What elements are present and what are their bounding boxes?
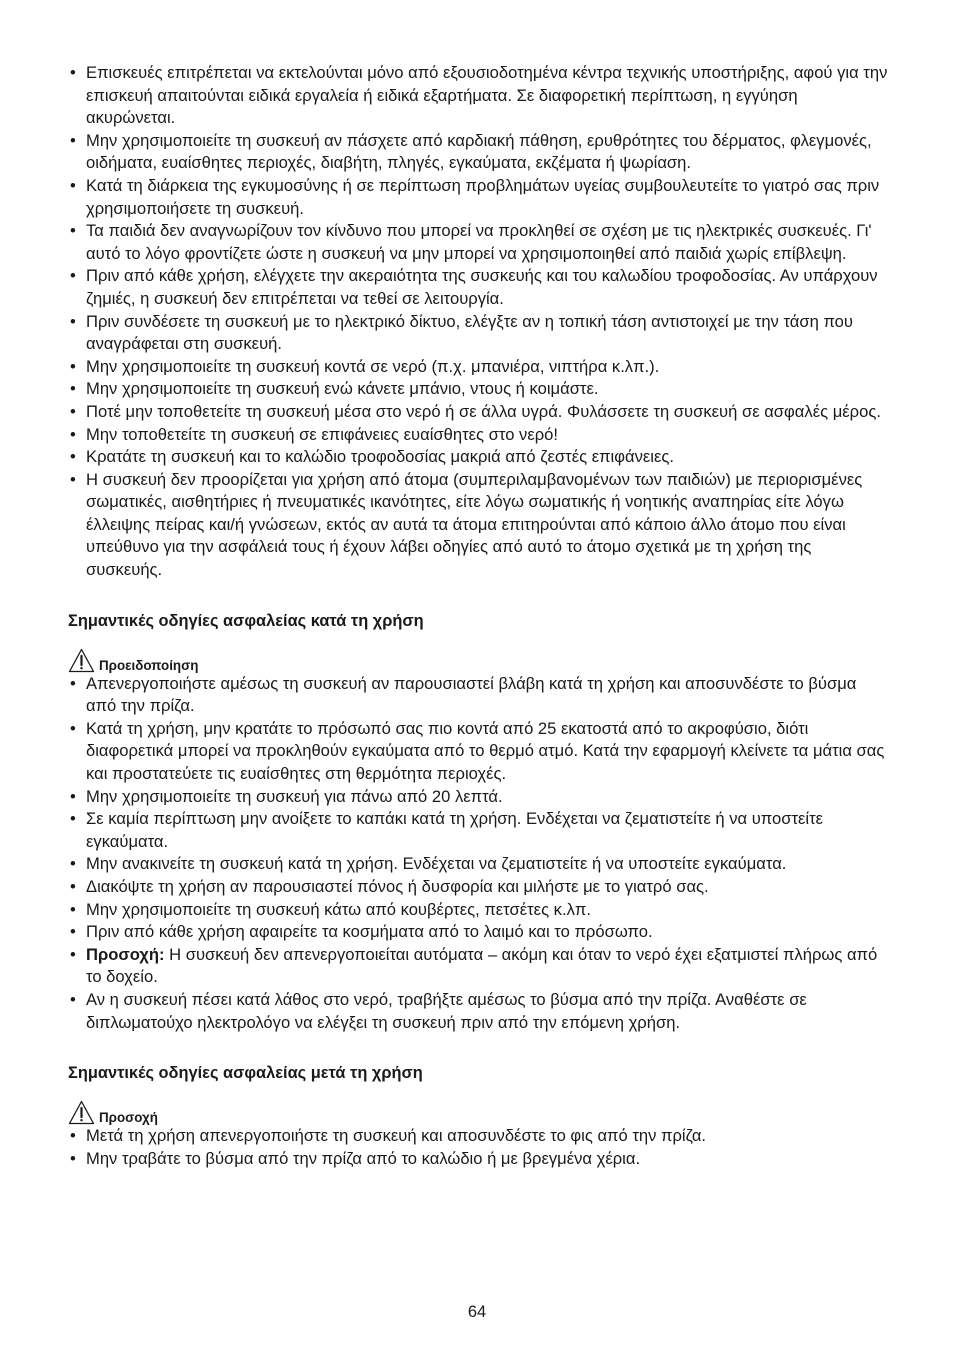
list-item: • Σε καμία περίπτωση μην ανοίξετε το καπάκι κατά τη χρήση. Ενδέχεται να ζεματιστείτε ή να υποστείτε εγκαύματα. xyxy=(68,808,888,853)
list-item: • Επισκευές επιτρέπεται να εκτελούνται μόνο από εξουσιοδοτημένα κέντρα τεχνικής υποστήριξης, αφού για την επισκευή απαιτούνται ειδικά εργαλεία ή ειδικά εξαρτήματα. Σε διαφορετική περίπτωση, η εγγύηση ακυρώνεται. xyxy=(68,62,888,130)
list-item: • Η συσκευή δεν προορίζεται για χρήση από άτομα (συμπεριλαμβανομένων των παιδιών) με περιορισμένες σωματικές, αισθητήριες ή πνευματικές ικανότητες, είτε λόγω σωματικής ή νοητικής αναπηρίας είτε λόγω έλλειψης πείρας και/ή γνώσεων, εκτός αν αυτά τα άτομα επιτηρούνται από κάποιο άλλο άτομο που είναι υπεύθυνο για την ασφάλειά τους ή έχουν λάβει οδηγίες από αυτό το άτομο σχετικά με τη χρήση της συσκευής. xyxy=(68,469,888,582)
after-use-list xyxy=(68,1125,888,1170)
list-item: • Μην χρησιμοποιείτε τη συσκευή κοντά σε νερό (π.χ. μπανιέρα, νιπτήρα κ.λπ.). xyxy=(68,356,888,379)
list-item: • Απενεργοποιήστε αμέσως τη συσκευή αν παρουσιαστεί βλάβη κατά τη χρήση και αποσυνδέστε το βύσμα από την πρίζα. xyxy=(68,673,888,718)
warning-heading xyxy=(68,646,888,673)
warning-label: Προειδοποίηση xyxy=(99,657,199,673)
section-title-after-use: Σημαντικές οδηγίες ασφαλείας μετά τη χρήση xyxy=(68,1064,423,1083)
list-item: • Μην τραβάτε το βύσμα από την πρίζα από το καλώδιο ή με βρεγμένα χέρια. xyxy=(68,1148,888,1171)
caution-label: Προσοχή xyxy=(99,1110,158,1126)
list-item: • Μην ανακινείτε τη συσκευή κατά τη χρήση. Ενδέχεται να ζεματιστείτε ή να υποστείτε εγκαύματα. xyxy=(68,853,888,876)
list-item: • Μην χρησιμοποιείτε τη συσκευή κάτω από κουβέρτες, πετσέτες κ.λπ. xyxy=(68,899,888,922)
caution-text: Η συσκευή δεν απενεργοποιείται αυτόματα – ακόμη και όταν το νερό έχει εξατμιστεί πλήρως από το δοχείο. xyxy=(86,944,878,987)
list-item: • Πριν από κάθε χρήση, ελέγχετε την ακεραιότητα της συσκευής και του καλωδίου τροφοδοσίας. Αν υπάρχουν ζημιές, η συσκευή δεν επιτρέπεται να τεθεί σε λειτουργία. xyxy=(68,265,888,310)
list-item: • Κατά τη χρήση, μην κρατάτε το πρόσωπό σας πιο κοντά από 25 εκατοστά από το ακροφύσιο, διότι διαφορετικά μπορεί να προκληθούν εγκαύματα από το θερμό ατμό. Κατά την εφαρμογή κλείνετε τα μάτια σας και προστατεύετε τις ευαίσθητες στη θερμότητα περιοχές. xyxy=(68,718,888,786)
list-item: • Αν η συσκευή πέσει κατά λάθος στο νερό, τραβήξτε αμέσως το βύσμα από την πρίζα. Αναθέστε σε διπλωματούχο ηλεκτρολόγο να ελέγξει τη συσκευή πριν από την επόμενη χρήση. xyxy=(68,989,888,1034)
list-item: • Πριν συνδέσετε τη συσκευή με το ηλεκτρικό δίκτυο, ελέγξτε αν η τοπική τάση αντιστοιχεί με την τάση που αναγράφεται στη συσκευή. xyxy=(68,311,888,356)
list-item: • Ποτέ μην τοποθετείτε τη συσκευή μέσα στο νερό ή σε άλλα υγρά. Φυλάσσετε τη συσκευή σε ασφαλές μέρος. xyxy=(68,401,888,424)
caution-prefix: Προσοχή: xyxy=(86,944,165,964)
list-item: • Πριν από κάθε χρήση αφαιρείτε τα κοσμήματα από το λαιμό και το πρόσωπο. xyxy=(68,921,888,944)
list-item: • Τα παιδιά δεν αναγνωρίζουν τον κίνδυνο που μπορεί να προκληθεί σε σχέση με τις ηλεκτρικές συσκευές. Γι' αυτό το λόγο φροντίζετε ώστε η συσκευή να μην μπορεί να χρησιμοποιηθεί από παιδιά χωρίς επίβλεψη. xyxy=(68,220,888,265)
list-item: • Μην χρησιμοποιείτε τη συσκευή αν πάσχετε από καρδιακή πάθηση, ερυθρότητες του δέρματος, φλεγμονές, οιδήματα, ευαίσθητες περιοχές, διαβήτη, πληγές, εγκαύματα, εκζέματα ή ψωρίαση. xyxy=(68,130,888,175)
section-title-during-use: Σημαντικές οδηγίες ασφαλείας κατά τη χρήση xyxy=(68,611,424,630)
intro-list xyxy=(68,62,888,582)
page-number: 64 xyxy=(467,1303,487,1321)
list-item: • Μετά τη χρήση απενεργοποιήστε τη συσκευή και αποσυνδέστε το φις από την πρίζα. xyxy=(68,1125,888,1148)
list-item: • Μην τοποθετείτε τη συσκευή σε επιφάνειες ευαίσθητες στο νερό! xyxy=(68,424,888,447)
list-item: • Κρατάτε τη συσκευή και το καλώδιο τροφοδοσίας μακριά από ζεστές επιφάνειες. xyxy=(68,446,888,469)
list-item: • Διακόψτε τη χρήση αν παρουσιαστεί πόνος ή δυσφορία και μιλήστε με το γιατρό σας. xyxy=(68,876,888,899)
warning-triangle-icon xyxy=(68,648,95,673)
warning-triangle-icon xyxy=(68,1100,95,1125)
list-item: • Μην χρησιμοποιείτε τη συσκευή ενώ κάνετε μπάνιο, ντους ή κοιμάστε. xyxy=(68,378,888,401)
caution-heading xyxy=(68,1098,888,1125)
list-item xyxy=(68,944,888,989)
during-use-list xyxy=(68,673,888,1035)
list-item: • Μην χρησιμοποιείτε τη συσκευή για πάνω από 20 λεπτά. xyxy=(68,786,888,809)
list-item: • Κατά τη διάρκεια της εγκυμοσύνης ή σε περίπτωση προβλημάτων υγείας συμβουλευτείτε το γιατρό σας πριν χρησιμοποιήσετε τη συσκευή. xyxy=(68,175,888,220)
document-page xyxy=(68,62,888,1170)
